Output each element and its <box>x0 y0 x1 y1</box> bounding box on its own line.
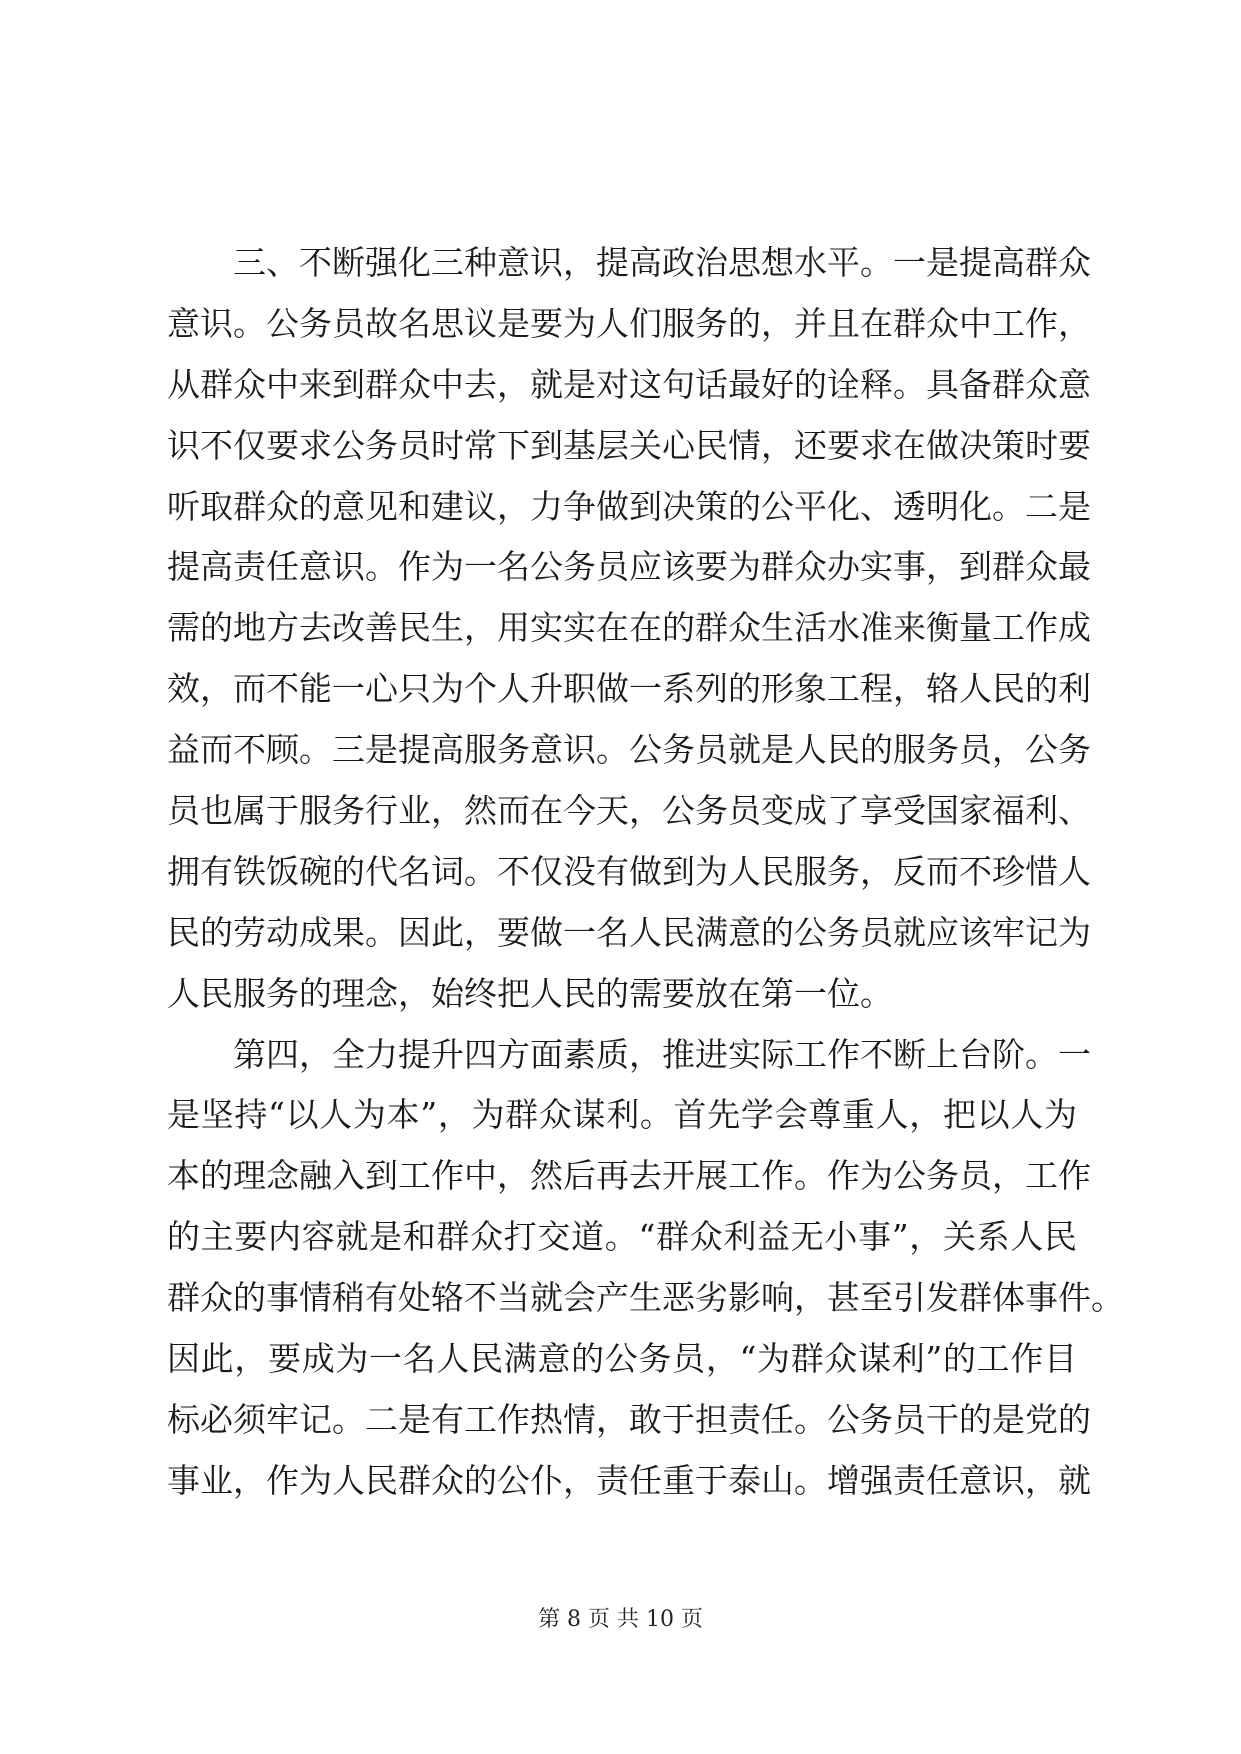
text-line: 需的地方去改善民生，用实实在在的群众生活水准来衡量工作成 <box>167 608 1091 648</box>
page-footer: 第 8 页 共 10 页 <box>538 1607 703 1632</box>
text-line: 三、不断强化三种意识，提高政治思想水平。一是提高群众 <box>167 243 1091 282</box>
text-line: 因此，要成为一名人民满意的公务员，“为群众谋利”的工作目 <box>167 1339 1077 1379</box>
text-line: 从群众中来到群众中去，就是对这句话最好的诠释。具备群众意 <box>167 364 1091 404</box>
text-line: 员也属于服务行业，然而在今天，公务员变成了享受国家福利、 <box>167 791 1091 831</box>
paragraph <box>167 1025 1124 1512</box>
text-line: 本的理念融入到工作中，然后再去开展工作。作为公务员，工作 <box>167 1156 1091 1196</box>
text-line: 第四，全力提升四方面素质，推进实际工作不断上台阶。一 <box>167 1034 1091 1074</box>
text-line: 的主要内容就是和群众打交道。“群众利益无小事”，关系人民 <box>167 1217 1077 1257</box>
paragraph <box>167 233 1091 1025</box>
text-line: 群众的事情稍有处辂不当就会产生恶劣影响，甚至引发群体事件。 <box>167 1278 1124 1318</box>
text-line: 听取群众的意见和建议，力争做到决策的公平化、透明化。二是 <box>167 486 1091 526</box>
text-line: 标必须牢记。二是有工作热情，敢于担责任。公务员干的是党的 <box>167 1399 1091 1439</box>
text-line: 意识。公务员故名思议是要为人们服务的，并且在群众中工作， <box>167 303 1091 343</box>
text-line: 效，而不能一心只为个人升职做一系列的形象工程，辂人民的利 <box>167 669 1091 709</box>
text-line: 人民服务的理念，始终把人民的需要放在第一位。 <box>167 973 893 1013</box>
text-line: 拥有铁饭碗的代名词。不仅没有做到为人民服务，反而不珍惜人 <box>167 851 1091 891</box>
text-line: 是坚持“以人为本”，为群众谋利。首先学会尊重人，把以人为 <box>167 1095 1077 1135</box>
text-line: 事业，作为人民群众的公仆，责任重于泰山。增强责任意识，就 <box>167 1460 1091 1500</box>
document-body <box>167 233 1124 1512</box>
text-line: 提高责任意识。作为一名公务员应该要为群众办实事，到群众最 <box>167 547 1091 587</box>
text-line: 识不仅要求公务员时常下到基层关心民情，还要求在做决策时要 <box>167 425 1091 465</box>
text-line: 益而不顾。三是提高服务意识。公务员就是人民的服务员，公务 <box>167 730 1091 770</box>
text-line: 民的劳动成果。因此，要做一名人民满意的公务员就应该牢记为 <box>167 912 1091 952</box>
